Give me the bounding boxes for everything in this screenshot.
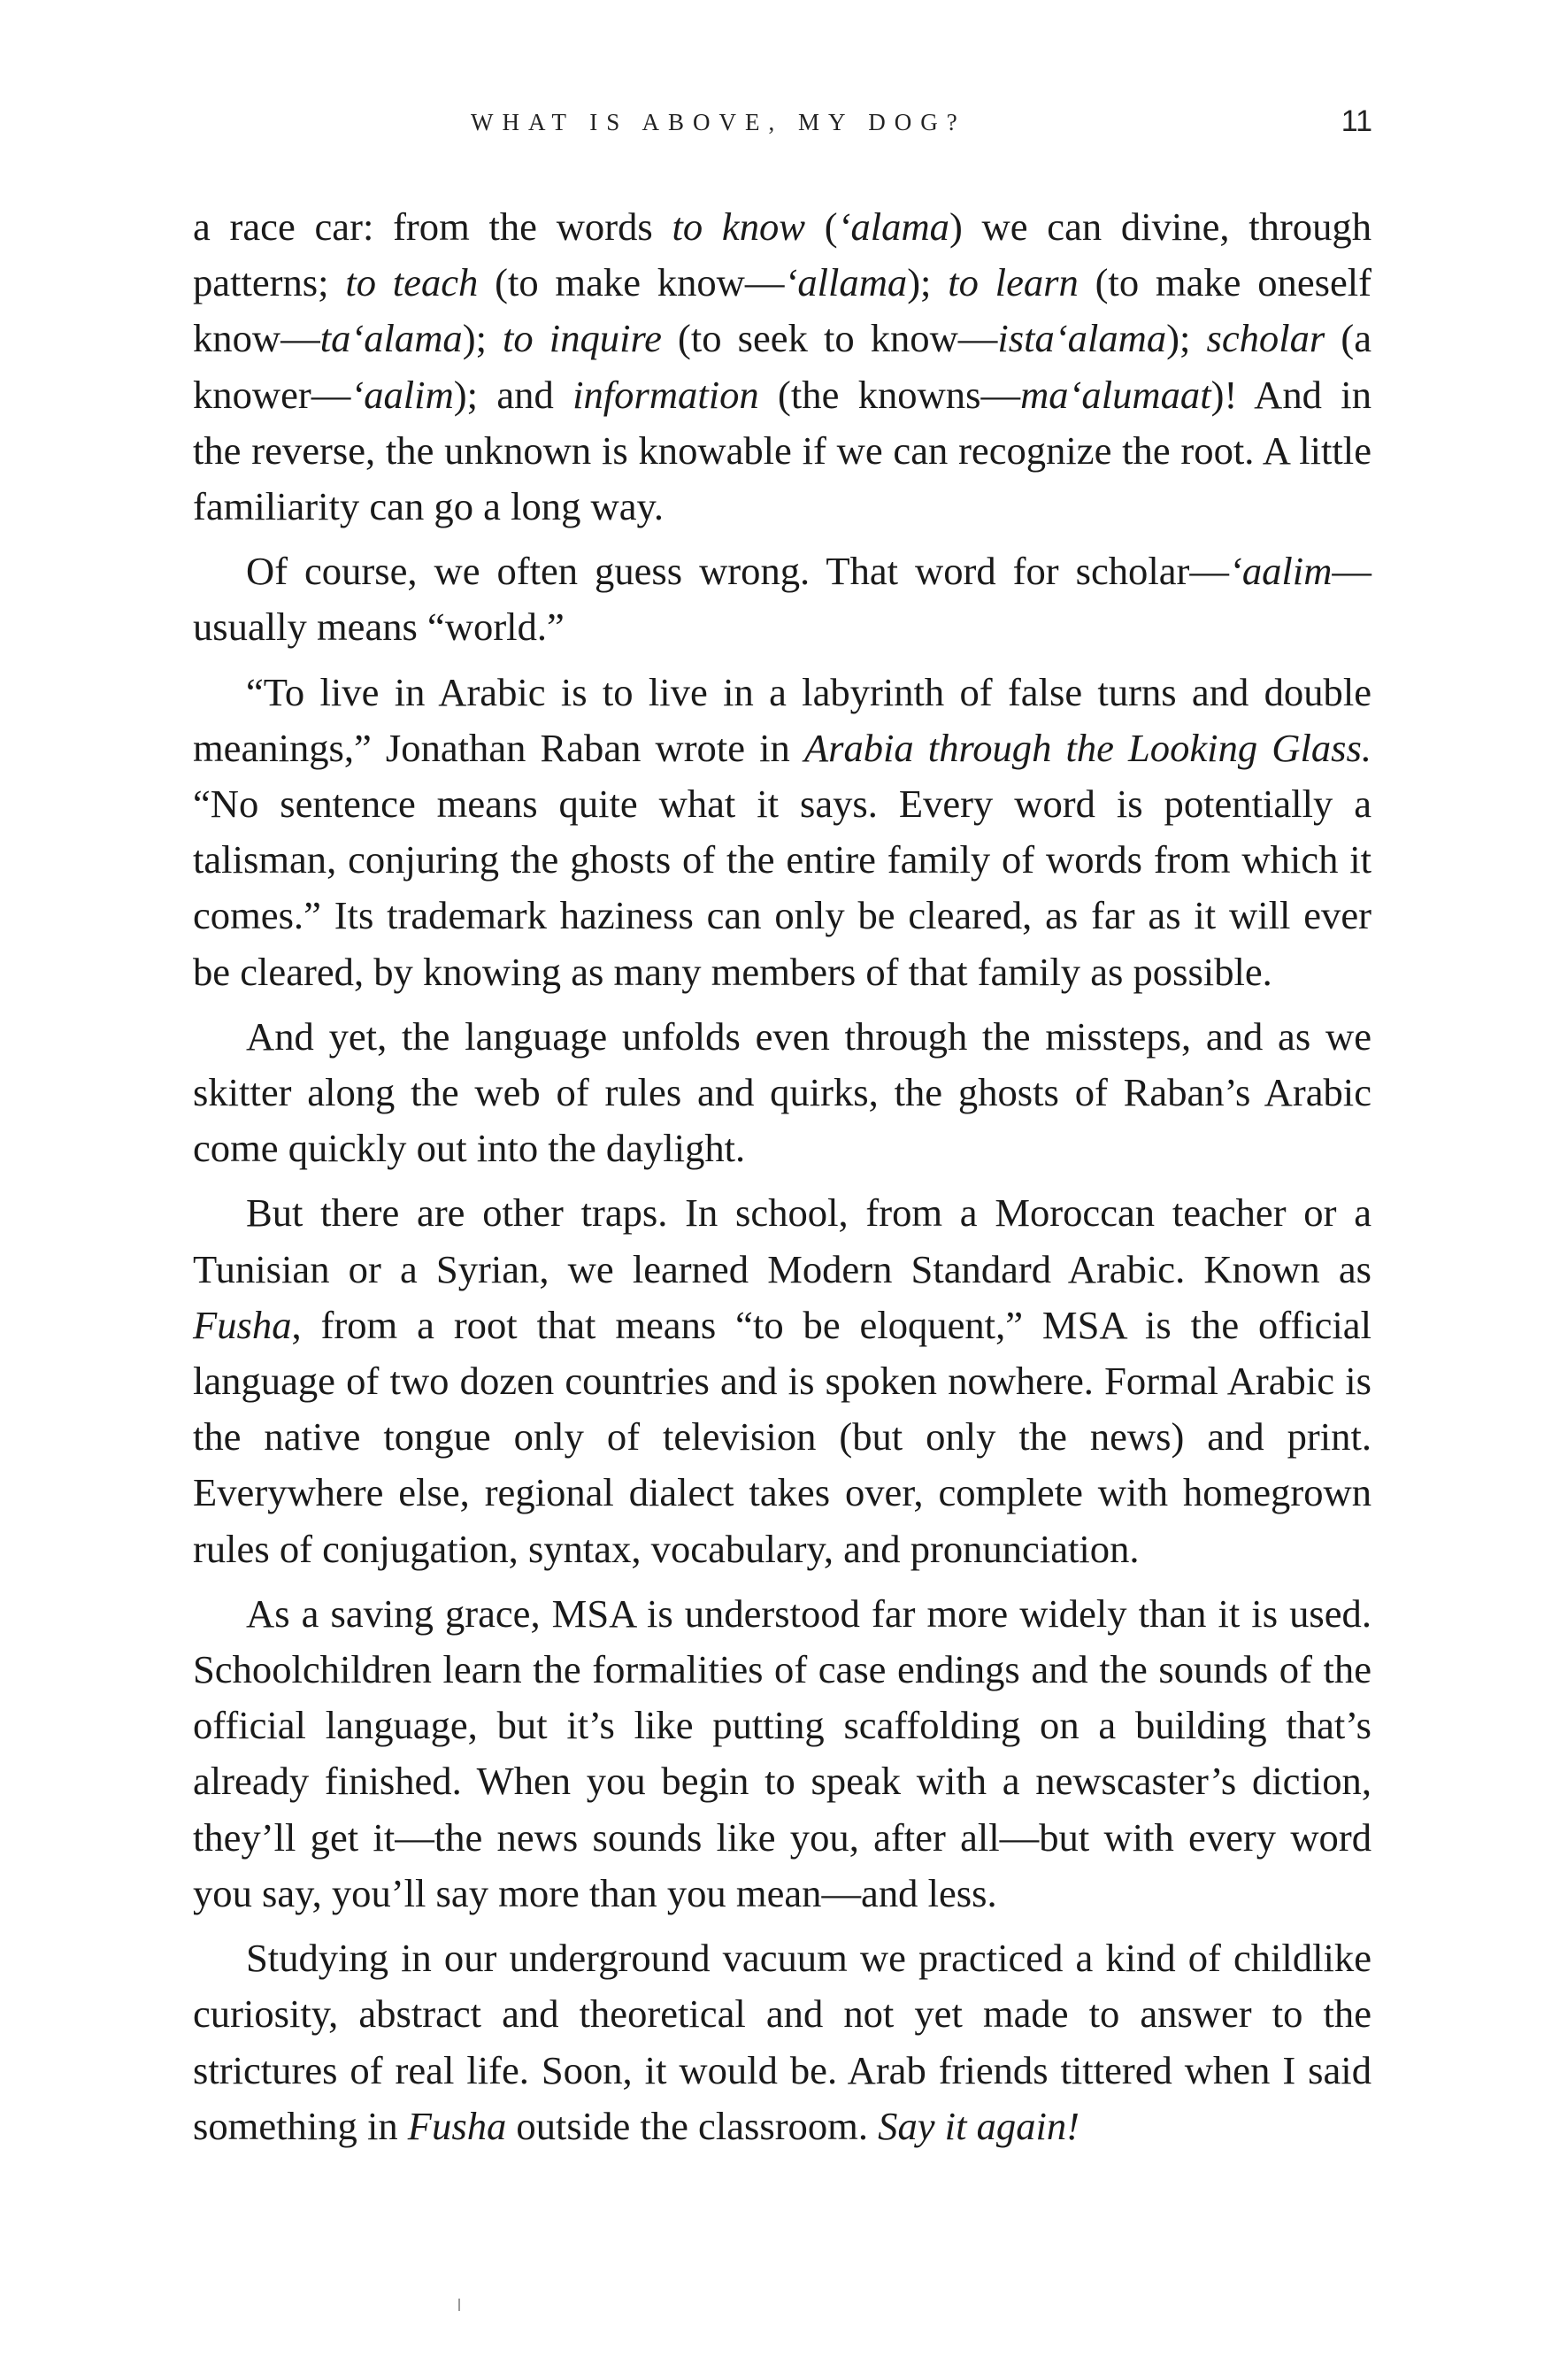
paragraph-6: As a saving grace, MSA is understood far more widely than it is used. Schoolchildren learn the formalities of case endings and the sounds of the official language, but it’s like putting scaffolding on a building that’s already finished. When you begin to speak with a newscaster’s diction, they’ll get it—the news sounds like you, after all—but with every word you say, you’ll say more than you mean—and less. — [193, 1591, 1371, 1915]
paragraph-4: And yet, the language unfolds even through the missteps, and as we skitter along the web of rules and quirks, the ghosts of Raban’s Arabic come quickly out into the daylight. — [193, 1013, 1371, 1171]
paragraph-3: “To live in Arabic is to live in a labyrinth of false turns and double meanings,” Jonathan Raban wrote in Arabia through the Looking Glass. “No sentence means quite what it says. Every word is potentially a talisman, conjuring the ghosts of the entire family of words from which it comes.” Its trademark haziness can only be cleared, as far as it will ever be cleared, by knowing as many members of that family as possible. — [193, 669, 1371, 994]
paragraph-1: a race car: from the words to know (‘alama) we can divine, through patterns; to teach (to make know—‘allama); to learn (to make oneself know—ta‘alama); to inquire (to seek to know—ista‘alama); scholar (a knower—‘aalim); and information (the knowns—ma‘alumaat)! And in the reverse, the unknown is knowable if we can recognize the root. A little familiarity can go a long way. — [193, 204, 1372, 529]
body-text — [193, 199, 1371, 2154]
page-number: 11 — [1341, 104, 1372, 138]
scan-artifact-mark — [458, 2299, 460, 2311]
paragraph-7: Studying in our underground vacuum we practiced a kind of childlike curiosity, abstract and theoretical and not yet made to answer to the strictures of real life. Soon, it would be. Arab friends tittered when I said something in Fusha outside the classroom. Say it again! — [193, 1936, 1371, 2148]
paragraph-2: Of course, we often guess wrong. That word for scholar—‘aalim— usually means “world.” — [193, 549, 1371, 650]
paragraph-5: But there are other traps. In school, from a Moroccan teacher or a Tunisian or a Syrian, we learned Modern Standard Arabic. Known as Fusha, from a root that means “to be eloquent,” MSA is the official language of two dozen countries and is spoken nowhere. Formal Arabic is the native tongue only of television (but only the news) and print. Everywhere else, regional dialect takes over, complete with homegrown rules of conjugation, syntax, vocabulary, and pronunciation. — [193, 1190, 1371, 1571]
running-head: WHAT IS ABOVE, MY DOG? — [471, 109, 966, 135]
